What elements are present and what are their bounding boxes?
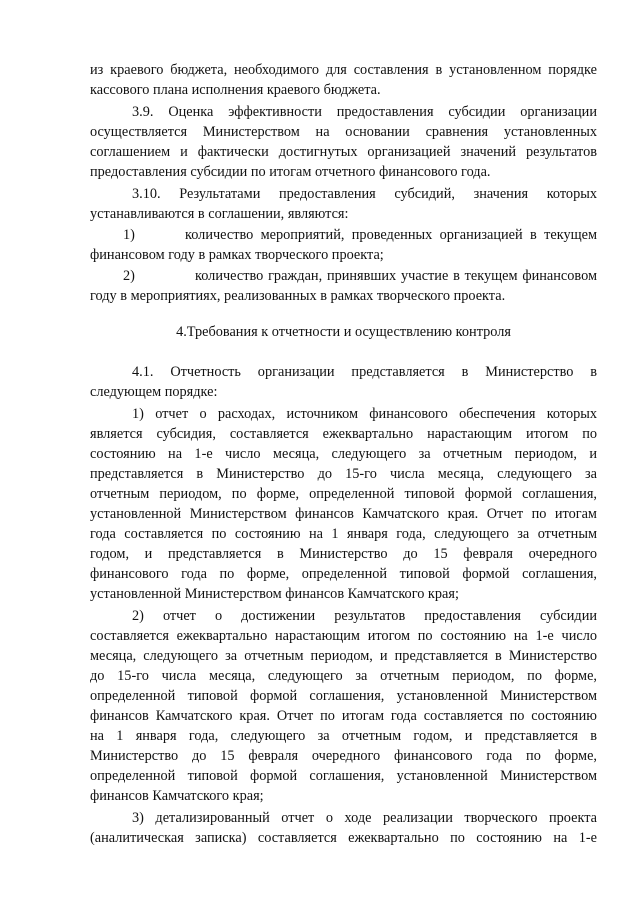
text-line: составляется ежеквартально нарастающим итогом по состоянию на 1-е число	[90, 628, 597, 644]
text-line: установленной Министерством финансов Камчатского края. Отчет по итогам	[90, 506, 597, 522]
paragraph-3-9-start: 3.9. Оценка эффективности предоставления субсидии организации	[132, 104, 597, 120]
text-line: определенной типовой формой соглашения, установленной Министерством	[90, 768, 597, 784]
text-line: является субсидия, составляется ежеквартально нарастающим итогом по	[90, 426, 597, 442]
text-line: (аналитическая записка) составляется ежеквартально по состоянию на 1-е	[90, 830, 597, 846]
text-line: финансов Камчатского края. Отчет по итогам года составляется по состоянию	[90, 708, 597, 724]
text-line: году в мероприятиях, реализованных в рамках творческого проекта.	[90, 288, 506, 304]
paragraph-3-10-start: 3.10. Результатами предоставления субсидий, значения которых	[132, 186, 597, 202]
text-line: на 1 января года, следующего за отчетным годом, и представляется в	[90, 728, 597, 744]
text-line: устанавливаются в соглашении, являются:	[90, 206, 349, 222]
subitem-3-start: 3) детализированный отчет о ходе реализации творческого проекта	[132, 810, 597, 826]
text-line: отчетным периодом, по форме, определенной типовой формой соглашения,	[90, 486, 597, 502]
text-line: до 15-го числа месяца, следующего за отчетным периодом, по форме,	[90, 668, 597, 684]
text-line: состоянию на 1-е число месяца, следующего за отчетным периодом, и	[90, 446, 597, 462]
text-line: предоставления субсидии по итогам отчетного финансового года.	[90, 164, 491, 180]
text-line: финансов Камчатского края;	[90, 788, 264, 804]
list-item-1	[90, 225, 597, 245]
text-line: кассового плана исполнения краевого бюджета.	[90, 82, 381, 98]
text-line: определенной типовой формой соглашения, установленной Министерством	[90, 688, 597, 704]
list-text: количество мероприятий, проведенных организацией в текущем	[185, 227, 597, 243]
text-line: следующем порядке:	[90, 384, 218, 400]
list-item-2	[90, 266, 597, 286]
list-number: 1)	[123, 227, 135, 243]
subitem-1-start: 1) отчет о расходах, источником финансового обеспечения которых	[132, 406, 597, 422]
text-line: финансовом году в рамках творческого проекта;	[90, 247, 384, 263]
text-line: годом, и представляется в Министерство до 15 февраля очередного	[90, 546, 597, 562]
text-line: финансового года по форме, определенной типовой формой соглашения,	[90, 566, 597, 582]
paragraph-4-1-start: 4.1. Отчетность организации представляется в Министерство в	[132, 364, 597, 380]
text-line: установленной Министерством финансов Камчатского края;	[90, 586, 459, 602]
subitem-2-start: 2) отчет о достижении результатов предоставления субсидии	[132, 608, 597, 624]
text-line: осуществляется Министерством на основании сравнения установленных	[90, 124, 597, 140]
text-line: Министерство до 15 февраля очередного финансового года по форме,	[90, 748, 597, 764]
text-line: месяца, следующего за отчетным периодом, и представляется в Министерство	[90, 648, 597, 664]
list-text: количество граждан, принявших участие в текущем финансовом	[195, 268, 597, 284]
list-number: 2)	[123, 268, 135, 284]
text-line: соглашением и фактически достигнутых организацией значений результатов	[90, 144, 597, 160]
text-line: представляется в Министерство до 15-го числа месяца, следующего за	[90, 466, 597, 482]
text-line: года составляется по состоянию на 1 января года, следующего за отчетным	[90, 526, 597, 542]
section-heading: 4.Требования к отчетности и осуществлению контроля	[176, 324, 511, 340]
text-line: из краевого бюджета, необходимого для составления в установленном порядке	[90, 62, 597, 78]
